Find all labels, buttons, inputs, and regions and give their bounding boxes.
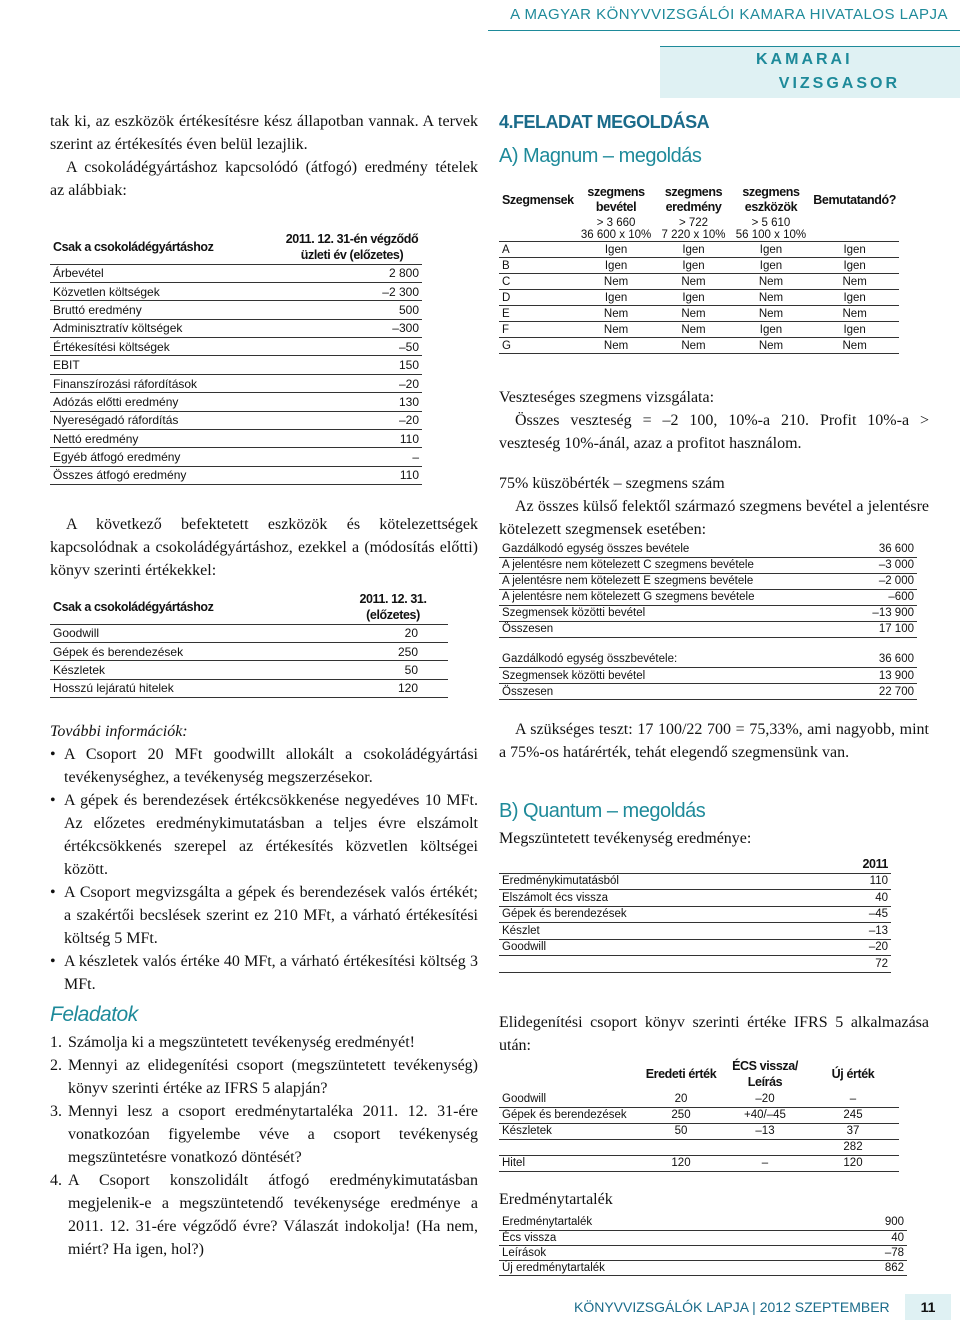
table-row bbox=[499, 274, 899, 290]
segment-cell: Igen bbox=[810, 290, 899, 306]
row-label: Hosszú lejáratú hitelek bbox=[50, 679, 338, 697]
disp-col-blank bbox=[499, 1057, 639, 1091]
table-assets bbox=[50, 590, 478, 698]
segment-cell: Igen bbox=[732, 258, 811, 274]
row-value: –45 bbox=[811, 906, 891, 923]
disp-col-dep: ÉCS vissza/ Leírás bbox=[732, 1059, 798, 1089]
row-label: Goodwill bbox=[499, 939, 811, 956]
table-row bbox=[499, 956, 891, 973]
disposal-cell: 282 bbox=[807, 1139, 899, 1155]
row-label: Finanszírozási ráfordítások bbox=[50, 374, 282, 392]
intro-paragraph: tak ki, az eszközök értékesítésre kész állapotban vannak. A tervek szerint az értékesítés éven belül lezajlik. bbox=[50, 113, 478, 153]
task-text: Mennyi az elidegenítési csoport (megszüntetett tevékenység) könyv szerinti értéke az IFRS 5 alapján? bbox=[68, 1057, 478, 1097]
page-number: 11 bbox=[905, 1294, 951, 1320]
task-item bbox=[50, 1169, 478, 1261]
row-label: A jelentésre nem kötelezett G szegmens bevétele bbox=[499, 589, 852, 605]
row-value: –300 bbox=[282, 319, 422, 337]
segment-cell: Nem bbox=[655, 338, 731, 354]
task-text: Számolja ki a megszüntetett tevékenység eredményét! bbox=[68, 1034, 415, 1051]
table-row bbox=[50, 448, 422, 466]
row-label: Gépek és berendezések bbox=[499, 906, 811, 923]
table-row bbox=[499, 1155, 899, 1171]
disposal-cell bbox=[639, 1139, 723, 1155]
table-row bbox=[499, 541, 917, 557]
assets-table bbox=[50, 590, 448, 698]
magnum-title: A) Magnum – megoldás bbox=[499, 145, 702, 167]
row-label: Leírások bbox=[499, 1245, 830, 1260]
threshold-text: Az összes külső felektől származó szegmens bevétel a jelentésre kötelezett szegmensek esetében: bbox=[499, 498, 929, 538]
segment-cell: Igen bbox=[810, 322, 899, 338]
threshold-result: > 722 bbox=[678, 217, 709, 229]
row-value: 20 bbox=[338, 624, 448, 642]
segment-cell: Nem bbox=[577, 274, 656, 290]
table-row bbox=[499, 1123, 899, 1139]
table-row bbox=[50, 264, 422, 282]
disposal-cell bbox=[499, 1139, 639, 1155]
threshold-revenue-calc: 36 600 x 10% bbox=[577, 229, 656, 242]
row-label: Árbevétel bbox=[50, 264, 282, 282]
segment-cell: Nem bbox=[732, 274, 811, 290]
row-label: A jelentésre nem kötelezett C szegmens bevétele bbox=[499, 557, 852, 573]
disposal-cell: 245 bbox=[807, 1107, 899, 1123]
row-label: Eredménytartalék bbox=[499, 1215, 830, 1230]
segment-cell: Nem bbox=[577, 338, 656, 354]
row-label: Értékesítési költségek bbox=[50, 338, 282, 356]
row-value: 22 700 bbox=[840, 684, 917, 700]
disposal-cell: 37 bbox=[807, 1123, 899, 1139]
segment-cell: Igen bbox=[810, 258, 899, 274]
segment-cell: Nem bbox=[655, 322, 731, 338]
left-column bbox=[50, 110, 478, 202]
segment-cell: Igen bbox=[577, 242, 656, 258]
table-row bbox=[499, 890, 891, 907]
segment-cell: Igen bbox=[655, 242, 731, 258]
table-row bbox=[499, 1139, 899, 1155]
row-value: 862 bbox=[830, 1260, 907, 1275]
row-label: Gazdálkodó egység összes bevétele bbox=[499, 541, 852, 557]
disposal-cell bbox=[723, 1139, 807, 1155]
quantum-section bbox=[499, 800, 929, 850]
row-value: 110 bbox=[282, 466, 422, 484]
row-label: Közvetlen költségek bbox=[50, 282, 282, 300]
section-brand bbox=[660, 46, 960, 98]
row-value: 110 bbox=[811, 873, 891, 890]
segment-cell: Nem bbox=[732, 306, 811, 322]
row-label: EBIT bbox=[50, 356, 282, 374]
task-item bbox=[50, 1031, 478, 1054]
disp-col-new: Új érték bbox=[831, 1067, 875, 1081]
disp-section bbox=[499, 1011, 929, 1057]
segment-cell: Nem bbox=[732, 290, 811, 306]
retained-table bbox=[499, 1215, 907, 1276]
table-row bbox=[50, 679, 448, 697]
row-value: –13 bbox=[811, 923, 891, 940]
segment-cell: E bbox=[499, 306, 577, 322]
row-value: 900 bbox=[830, 1215, 907, 1230]
threshold-revenue: > 3 660 bbox=[596, 217, 636, 229]
segment-cell: Igen bbox=[655, 258, 731, 274]
table-row bbox=[499, 605, 917, 621]
table-row bbox=[499, 668, 917, 684]
pl-table-title: Csak a csokoládégyártáshoz bbox=[50, 230, 282, 264]
table-row bbox=[499, 1230, 907, 1245]
brand-line-1: KAMARAI bbox=[756, 51, 853, 68]
row-label: Gépek és berendezések bbox=[50, 642, 338, 660]
table-row bbox=[499, 322, 899, 338]
row-label: Összes átfogó eredmény bbox=[50, 466, 282, 484]
table-row bbox=[50, 282, 422, 300]
task-number: 1. bbox=[50, 1034, 62, 1051]
brand-line-2: VIZSGASOR bbox=[778, 75, 900, 92]
disc-table-wrap bbox=[499, 856, 929, 973]
table-row bbox=[50, 374, 422, 392]
segment-cell: Nem bbox=[732, 338, 811, 354]
row-value: 72 bbox=[811, 956, 891, 973]
table-row bbox=[50, 338, 422, 356]
row-value: 130 bbox=[282, 393, 422, 411]
row-label: A jelentésre nem kötelezett E szegmens bevétele bbox=[499, 573, 852, 589]
row-label: Új eredménytartalék bbox=[499, 1260, 830, 1275]
row-value: 40 bbox=[811, 890, 891, 907]
row-label: Gazdálkodó egység összbevétele: bbox=[499, 652, 840, 668]
row-value: –2 000 bbox=[852, 573, 917, 589]
segment-cell: Nem bbox=[577, 322, 656, 338]
segment-cell: A bbox=[499, 242, 577, 258]
task-number: 2. bbox=[50, 1057, 62, 1074]
solution-header bbox=[499, 112, 929, 168]
task-number: 4. bbox=[50, 1172, 62, 1189]
segment-table-wrap bbox=[499, 183, 929, 354]
table-row bbox=[50, 466, 422, 484]
row-label bbox=[499, 956, 811, 973]
row-value: –600 bbox=[852, 589, 917, 605]
table-row bbox=[499, 306, 899, 322]
table-row bbox=[499, 684, 917, 700]
disposal-table bbox=[499, 1057, 899, 1172]
table-row bbox=[50, 430, 422, 448]
row-value: 500 bbox=[282, 301, 422, 319]
row-label: Készletek bbox=[50, 661, 338, 679]
row-label: Écs vissza bbox=[499, 1230, 830, 1245]
table-row bbox=[499, 573, 917, 589]
table-row bbox=[499, 873, 891, 890]
task-item bbox=[50, 1054, 478, 1100]
row-label: Goodwill bbox=[50, 624, 338, 642]
row-value: 110 bbox=[282, 430, 422, 448]
threshold-assets: > 5 610 bbox=[751, 217, 791, 229]
table-row bbox=[50, 356, 422, 374]
threshold-title: 75% küszöbérték – szegmens szám bbox=[499, 475, 725, 492]
row-value: –2 300 bbox=[282, 282, 422, 300]
more-info-title: További információk: bbox=[50, 723, 188, 740]
solution-title: 4.FELADAT MEGOLDÁSA bbox=[499, 112, 710, 132]
row-value: –3 000 bbox=[852, 557, 917, 573]
loss-section bbox=[499, 386, 929, 455]
segment-cell: Igen bbox=[732, 322, 811, 338]
more-info-list bbox=[50, 743, 478, 996]
row-label: Nyereségadó ráfordítás bbox=[50, 411, 282, 429]
segment-cell: G bbox=[499, 338, 577, 354]
table-row bbox=[499, 589, 917, 605]
segment-cell: Nem bbox=[810, 274, 899, 290]
table-row bbox=[50, 624, 448, 642]
disposal-cell: – bbox=[723, 1155, 807, 1171]
row-value: – bbox=[282, 448, 422, 466]
publisher-title: A MAGYAR KÖNYVVIZSGÁLÓI KAMARA HIVATALOS LAPJA bbox=[510, 6, 948, 23]
row-label: Összesen bbox=[499, 684, 840, 700]
row-value: –78 bbox=[830, 1245, 907, 1260]
table-row bbox=[50, 661, 448, 679]
row-label: Bruttó eredmény bbox=[50, 301, 282, 319]
disposal-cell: Gépek és berendezések bbox=[499, 1107, 639, 1123]
assets-table-col-header: 2011. 12. 31. (előzetes) bbox=[338, 590, 448, 624]
segment-cell: Nem bbox=[577, 306, 656, 322]
segment-cell: Igen bbox=[577, 258, 656, 274]
disp-col-original: Eredeti érték bbox=[645, 1067, 717, 1081]
header-divider bbox=[488, 30, 960, 31]
segment-cell: F bbox=[499, 322, 577, 338]
table-row bbox=[499, 652, 917, 668]
seg-col-assets: szegmens eszközök bbox=[742, 185, 800, 214]
seg-col-segments: Szegmensek bbox=[502, 193, 574, 207]
task-text: Mennyi lesz a csoport eredménytartaléka 2011. 12. 31-ére vonatkozóan figyelembe véve a csoport tevékenység megszüntetésre vonatkozó döntését? bbox=[68, 1103, 478, 1166]
seg-col-result: szegmens eredmény bbox=[664, 185, 723, 214]
segment-cell: D bbox=[499, 290, 577, 306]
para2 bbox=[50, 513, 478, 582]
task-number: 3. bbox=[50, 1103, 62, 1120]
row-label: Nettó eredmény bbox=[50, 430, 282, 448]
table-row bbox=[499, 1091, 899, 1107]
pl-table bbox=[50, 230, 422, 485]
table-row bbox=[50, 301, 422, 319]
discontinued-table bbox=[499, 856, 891, 973]
more-info bbox=[50, 720, 478, 996]
disposal-cell: 20 bbox=[639, 1091, 723, 1107]
row-label: Elszámolt écs vissza bbox=[499, 890, 811, 907]
segment-cell: Nem bbox=[810, 306, 899, 322]
disc-title: Megszüntetett tevékenység eredménye: bbox=[499, 830, 752, 847]
row-value: 36 600 bbox=[840, 652, 917, 668]
row-value: –20 bbox=[811, 939, 891, 956]
assets-table-title: Csak a csokoládégyártáshoz bbox=[50, 590, 338, 624]
ret-title: Eredménytartalék bbox=[499, 1191, 613, 1208]
segment-cell: Nem bbox=[655, 274, 731, 290]
segment-cell: Igen bbox=[810, 242, 899, 258]
segment-cell: Igen bbox=[577, 290, 656, 306]
table-row bbox=[50, 319, 422, 337]
table-row bbox=[499, 906, 891, 923]
table-row bbox=[499, 242, 899, 258]
row-label: Szegmensek közötti bevétel bbox=[499, 605, 852, 621]
disposal-cell: Hitel bbox=[499, 1155, 639, 1171]
disposal-cell: 120 bbox=[639, 1155, 723, 1171]
disposal-cell: –13 bbox=[723, 1123, 807, 1139]
segment-cell: Igen bbox=[655, 290, 731, 306]
table-row bbox=[499, 621, 917, 637]
disposal-cell: 250 bbox=[639, 1107, 723, 1123]
row-label: Adminisztratív költségek bbox=[50, 319, 282, 337]
row-value: –20 bbox=[282, 374, 422, 392]
task-item bbox=[50, 1100, 478, 1169]
threshold-section bbox=[499, 472, 929, 541]
table-row bbox=[499, 939, 891, 956]
disposal-cell: 120 bbox=[807, 1155, 899, 1171]
table-row bbox=[499, 1107, 899, 1123]
segment-cell: B bbox=[499, 258, 577, 274]
list-item: • A Csoport megvizsgálta a gépek és berendezések valós értékét; a szakértői becslések szerint ez 210 MFt, a várható értékesítési költség 5 MFt. bbox=[50, 881, 478, 950]
ret-section bbox=[499, 1188, 929, 1276]
loss-title: Veszteséges szegmens vizsgálata: bbox=[499, 389, 715, 406]
disposal-cell: Goodwill bbox=[499, 1091, 639, 1107]
test-text: A szükséges teszt: 17 100/22 700 = 75,33%, ami nagyobb, mint a 75%-os határérték, tehát elegendő szegmensünk van. bbox=[499, 721, 929, 761]
table-row bbox=[499, 338, 899, 354]
disposal-cell: Készletek bbox=[499, 1123, 639, 1139]
intro-paragraph-2: A csokoládégyártáshoz kapcsolódó (átfogó) eredmény tételek az alábbiak: bbox=[50, 159, 478, 199]
table-row bbox=[50, 411, 422, 429]
table-row bbox=[499, 1245, 907, 1260]
table-row bbox=[499, 557, 917, 573]
seg-col-report: Bemutatandó? bbox=[813, 192, 896, 207]
row-label: Egyéb átfogó eredmény bbox=[50, 448, 282, 466]
row-label: Összesen bbox=[499, 621, 852, 637]
segment-table bbox=[499, 183, 899, 354]
row-value: 50 bbox=[338, 661, 448, 679]
disposal-cell: – bbox=[807, 1091, 899, 1107]
row-label: Készlet bbox=[499, 923, 811, 940]
row-value: 150 bbox=[282, 356, 422, 374]
table-row bbox=[499, 1260, 907, 1275]
table-pl bbox=[50, 230, 478, 485]
table-row bbox=[499, 258, 899, 274]
quantum-title: B) Quantum – megoldás bbox=[499, 800, 706, 822]
row-value: –20 bbox=[282, 411, 422, 429]
row-value: 13 900 bbox=[840, 668, 917, 684]
disp-title: Elidegenítési csoport könyv szerinti értéke IFRS 5 alkalmazása után: bbox=[499, 1014, 929, 1054]
row-value: 250 bbox=[338, 642, 448, 660]
external-revenue-table bbox=[499, 541, 917, 638]
task-list bbox=[50, 1031, 478, 1261]
task-text: A Csoport konszolidált átfogó eredménykimutatásban megjelenik-e a megszüntetendő tevékenysége eredménye a 2011. 12. 31-ére végződő évre? Válaszát indokolja! (Ha nem, miért? Ha igen, hol?) bbox=[68, 1172, 478, 1258]
tasks bbox=[50, 1003, 478, 1261]
threshold-result-calc: 7 220 x 10% bbox=[655, 229, 731, 242]
row-value: 40 bbox=[830, 1230, 907, 1245]
row-value: –13 900 bbox=[852, 605, 917, 621]
disp-table-wrap bbox=[499, 1057, 929, 1172]
test-section bbox=[499, 718, 929, 764]
list-item: • A Csoport 20 MFt goodwillt allokált a csokoládégyártási tevékenységhez, a tevékenység megszerzésekor. bbox=[50, 743, 478, 789]
ext-table-wrap bbox=[499, 541, 929, 700]
table-row bbox=[50, 642, 448, 660]
disposal-cell: –20 bbox=[723, 1091, 807, 1107]
loss-text: Összes veszteség = –2 100, 10%-a 210. Profit 10%-a > veszteség 10%-ánál, azaz a profitot használom. bbox=[499, 412, 929, 452]
list-item: • A gépek és berendezések értékcsökkenése negyedéves 10 MFt. Az előzetes eredménykimutatásban a teljes évre elszámolt értékcsökkenés szerepel az értékesítés közvetlen költségei között. bbox=[50, 789, 478, 881]
row-label: Adózás előtti eredmény bbox=[50, 393, 282, 411]
row-value: 2 800 bbox=[282, 264, 422, 282]
disposal-cell: +40/–45 bbox=[723, 1107, 807, 1123]
row-value: 17 100 bbox=[852, 621, 917, 637]
segment-cell: C bbox=[499, 274, 577, 290]
table-row bbox=[50, 393, 422, 411]
table-row bbox=[499, 1215, 907, 1230]
row-label: Szegmensek közötti bevétel bbox=[499, 668, 840, 684]
row-value: –50 bbox=[282, 338, 422, 356]
row-value: 36 600 bbox=[852, 541, 917, 557]
disposal-cell: 50 bbox=[639, 1123, 723, 1139]
segment-cell: Igen bbox=[732, 242, 811, 258]
table-row bbox=[499, 290, 899, 306]
row-label: Eredménykimutatásból bbox=[499, 873, 811, 890]
pl-table-col-header: 2011. 12. 31-én végződő üzleti év (előzetes) bbox=[282, 230, 422, 264]
tasks-title: Feladatok bbox=[50, 1003, 138, 1026]
assets-paragraph: A következő befektetett eszközök és kötelezettségek kapcsolódnak a csokoládégyártáshoz, ezekkel a (módosítás előtti) könyv szerinti értékekkel: bbox=[50, 516, 478, 579]
row-value: 120 bbox=[338, 679, 448, 697]
list-item: • A készletek valós értéke 40 MFt, a várható értékesítési költség 3 MFt. bbox=[50, 950, 478, 996]
segment-cell: Nem bbox=[810, 338, 899, 354]
threshold-assets-calc: 56 100 x 10% bbox=[732, 229, 811, 242]
disc-col-2011: 2011 bbox=[811, 856, 891, 873]
footer-text: KÖNYVVIZSGÁLÓK LAPJA | 2012 SZEPTEMBER bbox=[574, 1299, 890, 1315]
segment-cell: Nem bbox=[655, 306, 731, 322]
seg-col-revenue: szegmens bevétel bbox=[587, 185, 645, 214]
total-revenue-table bbox=[499, 652, 917, 701]
table-row bbox=[499, 923, 891, 940]
